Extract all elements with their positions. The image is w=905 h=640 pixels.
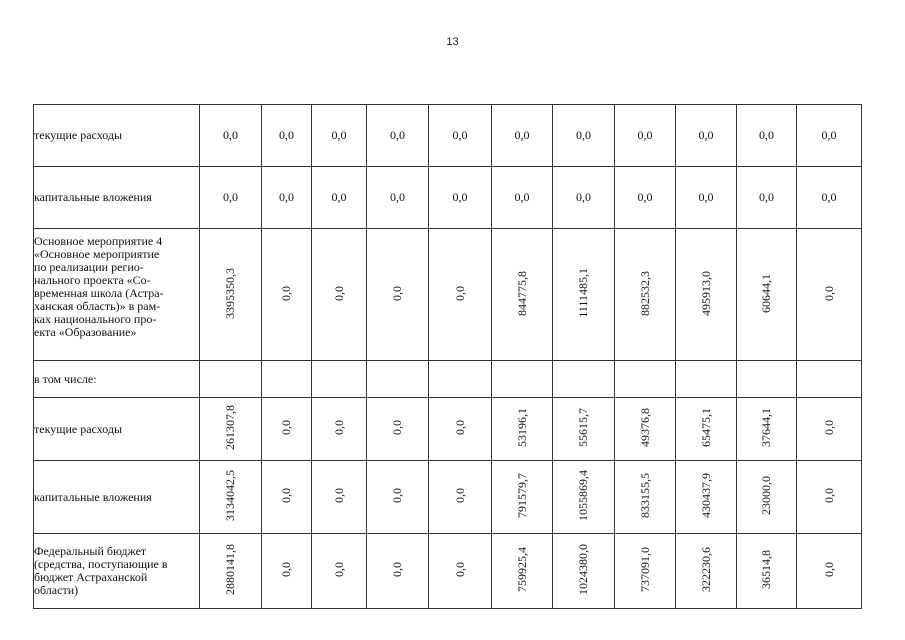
table-cell: 1111485,1 bbox=[576, 268, 590, 318]
table-cell: 0,0 bbox=[367, 105, 429, 167]
table-cell: 1055869,4 bbox=[576, 470, 590, 521]
table-cell: 759925,4 bbox=[514, 547, 529, 592]
table-cell: 0,0 bbox=[279, 562, 293, 577]
label-line: екта «Образование» bbox=[34, 325, 137, 339]
table-cell: 737091,0 bbox=[637, 547, 652, 592]
empty-cell bbox=[615, 361, 676, 398]
table-cell: 37644,1 bbox=[759, 408, 773, 447]
table-cell: 0,0 bbox=[492, 167, 553, 229]
table-cell: 0,0 bbox=[312, 167, 367, 229]
table-cell: 261307,8 bbox=[223, 405, 237, 450]
label-line: временная школа (Астра- bbox=[34, 286, 164, 300]
table-cell: 23000,0 bbox=[759, 476, 773, 515]
label-line: нального проекта «Со- bbox=[34, 273, 151, 287]
table-cell: 0,0 bbox=[331, 285, 346, 301]
page-number: 13 bbox=[446, 36, 459, 48]
table-row bbox=[34, 398, 862, 461]
table-cell: 0,0 bbox=[452, 562, 467, 577]
table-cell: 2880141,8 bbox=[223, 544, 237, 595]
table-cell: 0,0 bbox=[331, 488, 346, 503]
table-cell: 0,0 bbox=[390, 420, 404, 435]
empty-cell bbox=[367, 361, 429, 398]
row-label: капитальные вложения bbox=[34, 461, 200, 534]
table-cell: 0,0 bbox=[676, 105, 737, 167]
table-cell: 430437,9 bbox=[698, 473, 713, 518]
table-cell: 55615,7 bbox=[576, 408, 590, 447]
table-cell: 0,0 bbox=[312, 105, 367, 167]
table-cell: 0,0 bbox=[452, 285, 467, 301]
table-cell: 0,0 bbox=[279, 285, 293, 301]
table-row bbox=[34, 229, 862, 361]
table-cell: 0,0 bbox=[452, 488, 467, 503]
row-label: капитальные вложения bbox=[34, 167, 200, 229]
label-line: по реализации регио- bbox=[34, 260, 144, 274]
table-cell: 0,0 bbox=[821, 285, 836, 301]
table-cell: 0,0 bbox=[390, 488, 404, 503]
table-cell: 0,0 bbox=[200, 167, 262, 229]
table-cell: 0,0 bbox=[367, 167, 429, 229]
table-cell: 0,0 bbox=[615, 105, 676, 167]
table-cell: 0,0 bbox=[553, 167, 615, 229]
table-cell: 60644,1 bbox=[759, 273, 773, 313]
table-cell: 0,0 bbox=[797, 105, 862, 167]
table-cell: 0,0 bbox=[615, 167, 676, 229]
row-label: в том числе: bbox=[34, 361, 200, 398]
row-label: текущие расходы bbox=[34, 398, 200, 461]
table-cell: 36514,8 bbox=[759, 550, 773, 589]
table-cell: 0,0 bbox=[821, 562, 836, 577]
table-row bbox=[34, 105, 862, 167]
empty-cell bbox=[429, 361, 492, 398]
row-label-multiline bbox=[34, 229, 200, 361]
empty-cell bbox=[737, 361, 797, 398]
table-cell: 0,0 bbox=[262, 105, 312, 167]
table-cell: 0,0 bbox=[553, 105, 615, 167]
table-cell: 53196,1 bbox=[514, 408, 529, 447]
empty-cell bbox=[492, 361, 553, 398]
table-cell: 1024380,0 bbox=[576, 544, 590, 595]
table-cell: 0,0 bbox=[676, 167, 737, 229]
table-cell: 3395350,3 bbox=[223, 267, 237, 319]
label-line: «Основное мероприятие bbox=[34, 247, 160, 261]
table-cell: 495913,0 bbox=[698, 270, 713, 316]
table-row bbox=[34, 461, 862, 534]
table-cell: 0,0 bbox=[279, 420, 293, 435]
table-cell: 0,0 bbox=[331, 562, 346, 577]
label-line: Федеральный бюджет bbox=[34, 544, 147, 558]
table-cell: 0,0 bbox=[737, 167, 797, 229]
table-cell: 0,0 bbox=[429, 105, 492, 167]
empty-cell bbox=[200, 361, 262, 398]
table-cell: 0,0 bbox=[200, 105, 262, 167]
table-cell: 0,0 bbox=[821, 420, 836, 435]
table-row bbox=[34, 167, 862, 229]
table-cell: 0,0 bbox=[390, 562, 404, 577]
table-cell: 0,0 bbox=[262, 167, 312, 229]
table-cell: 0,0 bbox=[279, 488, 293, 503]
empty-cell bbox=[797, 361, 862, 398]
table-cell: 833155,5 bbox=[637, 473, 652, 518]
empty-cell bbox=[553, 361, 615, 398]
table-cell: 0,0 bbox=[492, 105, 553, 167]
empty-cell bbox=[312, 361, 367, 398]
label-line: области) bbox=[34, 583, 79, 597]
table-cell: 3134042,5 bbox=[223, 470, 237, 521]
label-line: (средства, поступающие в bbox=[34, 557, 168, 571]
table-cell: 0,0 bbox=[797, 167, 862, 229]
table-cell: 0,0 bbox=[331, 420, 346, 435]
table-cell: 0,0 bbox=[821, 488, 836, 503]
table-cell: 322230,6 bbox=[698, 547, 713, 592]
row-label-multiline bbox=[34, 534, 200, 609]
empty-cell bbox=[262, 361, 312, 398]
label-line: ханская область)» в рам- bbox=[34, 299, 161, 313]
table-cell: 49376,8 bbox=[637, 408, 652, 447]
table-cell: 844775,8 bbox=[514, 270, 529, 316]
table-cell: 0,0 bbox=[429, 167, 492, 229]
table-cell: 882532,3 bbox=[637, 270, 652, 316]
label-line: бюджет Астраханской bbox=[34, 570, 148, 584]
table-cell: 0,0 bbox=[452, 420, 467, 435]
table-cell: 791579,7 bbox=[514, 473, 529, 518]
empty-cell bbox=[676, 361, 737, 398]
table-cell: 0,0 bbox=[390, 285, 404, 301]
table-row bbox=[34, 534, 862, 609]
row-label: текущие расходы bbox=[34, 105, 200, 167]
table-cell: 65475,1 bbox=[698, 408, 713, 447]
budget-table bbox=[33, 104, 862, 609]
label-line: ках национального про- bbox=[34, 312, 157, 326]
label-line: Основное мероприятие 4 bbox=[34, 234, 163, 248]
table-row bbox=[34, 361, 862, 398]
table-cell: 0,0 bbox=[737, 105, 797, 167]
